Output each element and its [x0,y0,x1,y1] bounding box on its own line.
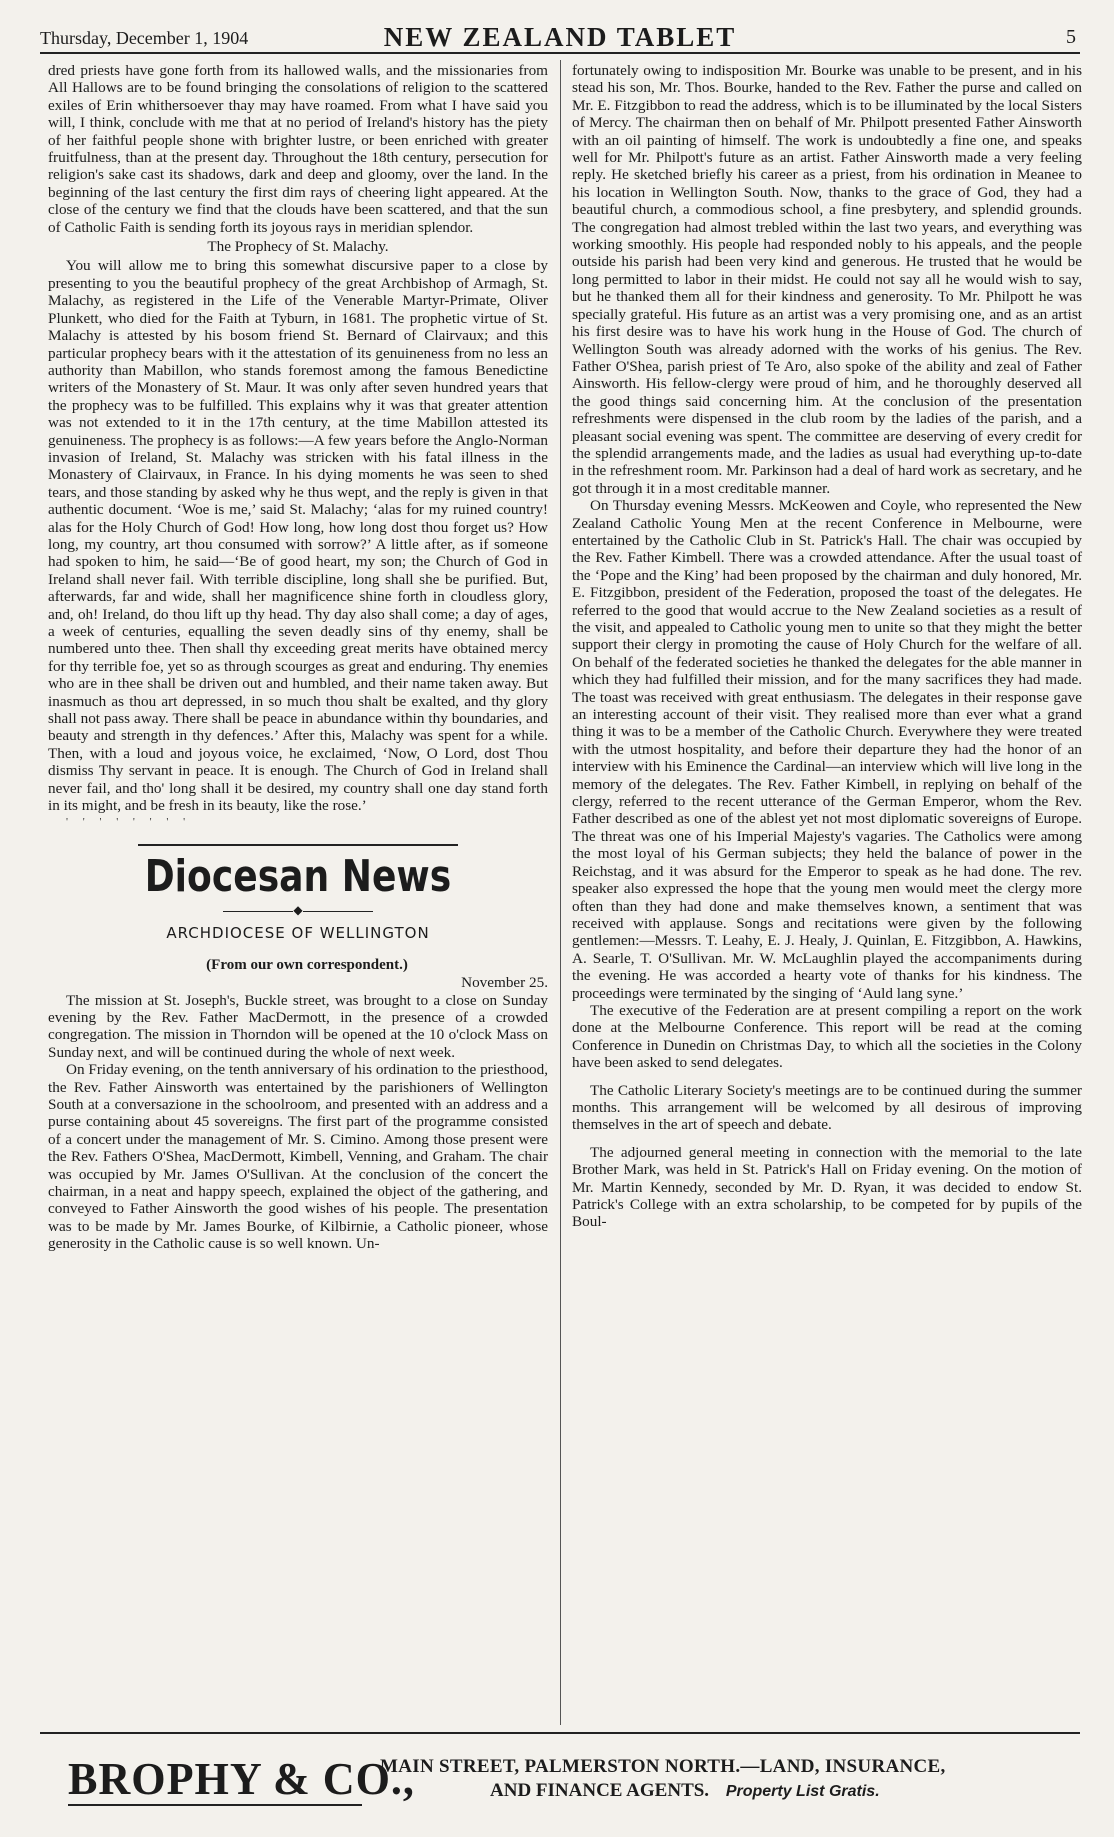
section-rule [138,844,458,846]
page-header [40,22,1080,54]
advert-services [490,1780,880,1802]
right-column [572,62,1082,1231]
left-column [48,62,548,1253]
article-paragraph: dred priests have gone forth from its hallowed walls, and the missionaries from All Hallows are to be found bringing the consolations of religion to the scattered exiles of Erin whithersoever thay may have roamed. From what I have said you will, I think, conclude with me that at no period of Ireland's history has the piety of her faithful people shone with brighter lustre, or been enriched with greater fruitfulness, than at the present day. Throughout the 18th century, persecution for religion's sake cast its shadows, dark and deep and gloomy, over the land. In the beginning of the last century the first dim rays of cheering light appeared. At the close of the century we find that the clouds have been scattered, and that the sun of Catholic Faith is sending forth its joyous rays in meridian splendor. [48,62,548,236]
advert-address: MAIN STREET, PALMERSTON NORTH.—LAND, INSURANCE, [380,1756,946,1777]
article-paragraph: The adjourned general meeting in connection with the memorial to the late Brother Mark, was held in St. Patrick's Hall on Friday evening. On the motion of Mr. Martin Kennedy, seconded by Mr. D. Ryan, it was decided to endow St. Patrick's College with an extra scholarship, to be competed for by pupils of the Boul- [572,1143,1082,1231]
column-divider [560,60,561,1725]
correspondent-line: (From our own correspondent.) [206,956,408,973]
archdiocese-heading: ARCHDIOCESE OF WELLINGTON [166,924,430,943]
article-paragraph: The mission at St. Joseph's, Buckle street, was brought to a close on Sunday evening by the Rev. Father MacDermott, in the presence of a crowded congregation. The mission in Thorndon will be opened at the 10 o'clock Mass on Sunday next, and will be continued during the whole of next week. [48,991,548,1061]
advert-agents: AND FINANCE AGENTS. [490,1780,710,1801]
dateline: November 25. [461,974,548,992]
page-number: 5 [1066,26,1076,48]
article-paragraph: The Catholic Literary Society's meetings are to be continued during the summer months. This arrangement will be welcomed by all desirous of improving themselves in the art of speech and debate. [572,1081,1082,1134]
article-paragraph: The executive of the Federation are at present compiling a report on the work done at the Melbourne Conference. This report will be read at the coming Conference in Dunedin on Christmas Day, to which all the societies in the Colony have been asked to send delegates. [572,1001,1082,1072]
ornament-divider: ' ' ' ' ' ' ' ' [66,816,192,829]
advertisement [40,1732,1080,1814]
article-paragraph: On Thursday evening Messrs. McKeowen and Coyle, who represented the New Zealand Catholic Young Men at the recent Conference in Melbourne, were entertained by the Catholic Club in St. Patrick's Hall. The chair was occupied by the Rev. Father Kimbell. There was a crowded attendance. After the usual toast of the ‘Pope and the King’ had been proposed by the chairman and duly honored, Mr. E. Fitzgibbon, president of the Federation, proposed the toast of the delegates. He referred to the good that would accrue to the New Zealand societies as a result of the visit, and appealed to Catholic young men to unite so that they might the better support their clergy in promoting the cause of Holy Church for the welfare of all. On behalf of the federated societies he thanked the delegates for the able manner in which they had fulfilled their mission, and for the many sacrifices they had made. The toast was received with great enthusiasm. The delegates in their response gave an interesting account of their visit. They realised more than ever what a grand thing it was to be a member of the Catholic Church. Everywhere they were treated with the utmost hospitality, and before their departure they had the honor of an interview with his Eminence the Cardinal—an interview which will live long in the memory of the delegates. The Rev. Father Kimbell, in replying on behalf of the clergy, referred to the recent utterance of the German Emperor, whom the Rev. Father described as one of the ablest yet not most diplomatic sovereigns of Europe. The threat was one of his Imperial Majesty's vagaries. The Catholics were among the most loyal of his German subjects; they held the balance of power in the Reichstag, and it was absurd for the Emperor to speak as he had done. The rev. speaker also expressed the hope that the young men would meet the clergy more often than they had done and make themselves known, a sentiment that was received with applause. Songs and recitations were given by the following gentlemen:—Messrs. T. Leahy, E. J. Healy, J. Quinlan, E. Fitzgibbon, A. Hawkins, A. Searle, T. O'Sullivan. Mr. W. McLaughlin played the accompaniments during the evening. He was accorded a hearty vote of thanks for his kindness. The proceedings were terminated by the singing of ‘Auld lang syne.’ [572,497,1082,1002]
advertiser-name: BROPHY & CO., [68,1753,415,1804]
subheading-prophecy: The Prophecy of St. Malachy. [207,238,389,256]
brand-underline [68,1804,362,1806]
advert-gratis: Property List Gratis. [725,1783,880,1800]
masthead-title: NEW ZEALAND TABLET [383,22,737,52]
section-title: Diocesan News [144,850,452,902]
article-paragraph: fortunately owing to indisposition Mr. Bourke was unable to be present, and in his stead his son, Mr. Thos. Bourke, handed to the Rev. Father the purse and called on Mr. E. Fitzgibbon to read the address, which is to be illuminated by the local Sisters of Mercy. The chairman then on behalf of Mr. Philpott presented Father Ainsworth with an oil painting of himself. The work is undoubtedly a fine one, and speaks well for Mr. Philpott's future as an artist. Father Ainsworth made a very feeling reply. He sketched briefly his career as a priest, from his ordination in Meanee to his location in Wellington South. Now, thanks to the grace of God, they had a beautiful church, a commodious school, a fine presbytery, and splendid grounds. The congregation had almost trebled within the last two years, and everything was working smoothly. His people had responded nobly to his appeals, and the people outside his parish had been very kind and generous. He trusted that he would be long permitted to labor in their midst. He could not say all he would wish to say, but he thanked them all for their kindness and generosity. To Mr. Philpott he was specially grateful. His future as an artist was a very promising one, and as an artist his first desire was to have his work hung in the House of God. The church of Wellington South was already adorned with the works of his genius. The Rev. Father O'Shea, parish priest of Te Aro, also spoke of the ability and zeal of Father Ainsworth. His fellow-clergy were proud of him, and he thoroughly deserved all the good things said concerning him. At the conclusion of the presentation refreshments were dispensed in the club room by the ladies of the parish, and a pleasant social evening was spent. The committee are deserving of every credit for the splendid arrangements made, and the ladies as usual had everything up-to-date in the refreshment room. Mr. Parkinson had a deal of hard work as secretary, and he got through it in a most creditable manner. [572,62,1082,497]
article-paragraph: On Friday evening, on the tenth anniversary of his ordination to the priesthood, the Rev. Father Ainsworth was entertained by the parishioners of Wellington South at a conversazione in the schoolroom, and presented with an address and a purse containing about 45 sovereigns. The first part of the programme consisted of a concert under the management of Mr. S. Cimino. Among those present were the Rev. Fathers O'Shea, MacDermott, Kimbell, Venning, and Graham. The chair was occupied by Mr. James O'Sullivan. At the conclusion of the concert the chairman, in a neat and happy speech, explained the object of the gathering, and conveyed to Father Ainsworth the good wishes of his people. The presentation was to be made by Mr. James Bourke, of Kilbirnie, a Catholic pioneer, whose generosity in the Catholic cause is so well known. Un- [48,1061,548,1253]
issue-date: Thursday, December 1, 1904 [40,28,249,48]
article-paragraph: You will allow me to bring this somewhat discursive paper to a close by presenting to you the beautiful prophecy of the great Archbishop of Armagh, St. Malachy, as registered in the Life of the Venerable Martyr-Primate, Oliver Plunkett, who died for the Faith at Tyburn, in 1681. The prophetic virtue of St. Malachy is attested by his bosom friend St. Bernard of Clairvaux; and this particular prophecy bears with it the attestation of its genuineness from no less an authority than Mabillon, who stands foremost among the famous Benedictine writers of the Monastery of St. Maur. It was only after seven hundred years that the prophecy was to be fulfilled. This explains why it was that greater attention was not extended to it in the 17th century, at the time Mabillon attested its genuineness. The prophecy is as follows:—A few years before the Anglo-Norman invasion of Ireland, St. Malachy was stricken with his fatal illness in the Monastery of Clairvaux, in France. In his dying moments he was seen to shed tears, and those standing by asked why he thus wept, and the reply is given in that authentic document. ‘Woe is me,’ said St. Malachy; ‘alas for my ruined country! alas for the Holy Church of God! How long, how long dost thou forget us? How long, my country, art thou consumed with sorrow?’ A little after, as if someone had spoken to him, he said—‘Be of good heart, my son; the Church of God in Ireland shall never fail. With terrible discipline, long shall she be purified. But, afterwards, far and wide, shall her magnificence shine forth in cloudless glory, and, oh! Ireland, do thou lift up thy head. Thy day also shall come; a day of ages, a week of centuries, equalling the seven deadly sins of thy enemy, shall be numbered unto thee. Then shall thy exceeding great merits have obtained mercy for thy terrible foe, yet so as through scourges as great and enduring. Thy enemies who are in thee shall be driven out and humbled, and their name taken away. But inasmuch as thou art depressed, in so much thou shalt be exalted, and thy glory shall not pass away. There shall be peace in abundance within thy boundaries, and beauty and strength in thy defences.’ After this, Malachy was spent for a while. Then, with a loud and joyous voice, he exclaimed, ‘Now, O Lord, dost Thou dismiss Thy servant in peace. It is enough. The Church of God in Ireland shall never fail, and tho' long shall it be desired, my country shall one day stand forth in its might, and be fresh in its beauty, like the rose.’ [48,257,548,815]
diamond-divider: ◆ [48,902,548,919]
